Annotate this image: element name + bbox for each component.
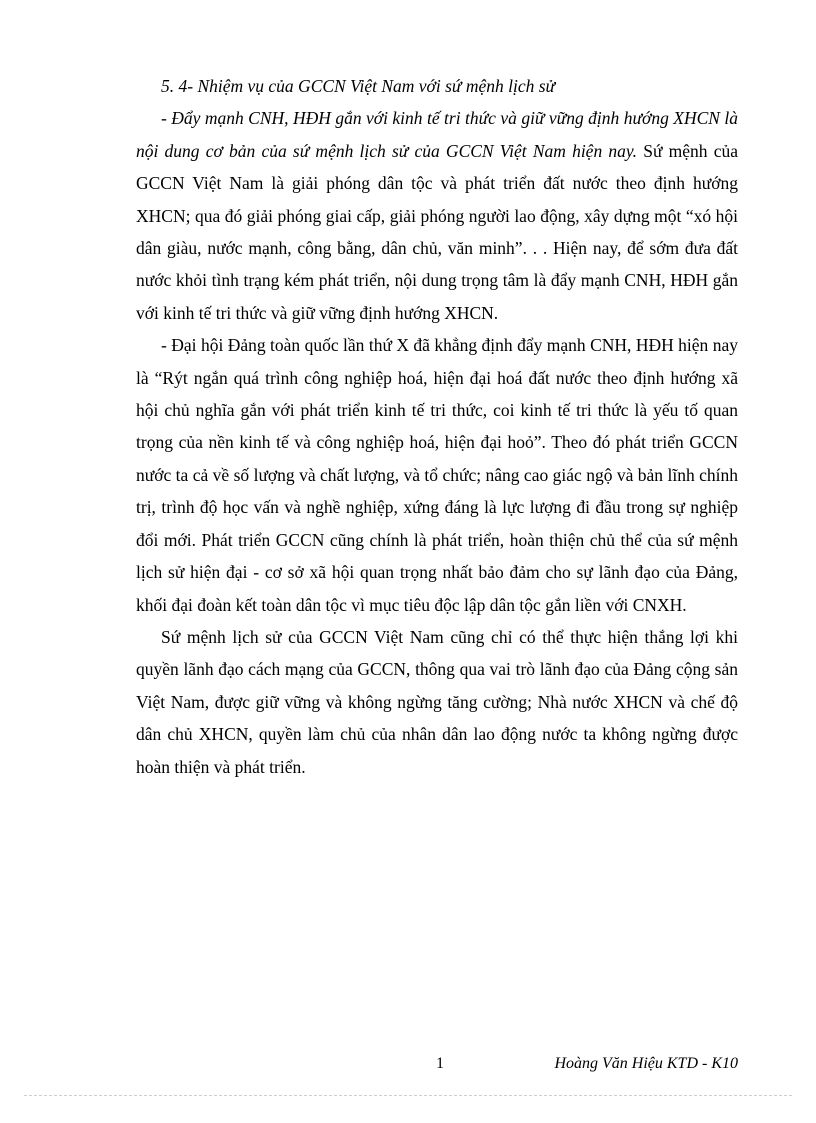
section-heading: 5. 4- Nhiệm vụ của GCCN Việt Nam với sứ mệnh lịch sử (161, 76, 556, 96)
paragraph-1-italic-lead: - Đẩy mạnh CNH, HĐH gắn với kinh tế tri thức và giữ vững định hướng XHCN là nội dung cơ bản của sứ mệnh lịch sử của GCCN Việt Nam hiện nay. (136, 108, 738, 161)
document-body (136, 70, 738, 783)
footer-author: Hoàng Văn Hiệu KTD - K10 (554, 1055, 738, 1072)
paragraph-1-text: Sứ mệnh của GCCN Việt Nam là giải phóng dân tộc và phát triển đất nước theo định hướng XHCN; qua đó giải phóng giai cấp, giải phóng người lao động, xây dựng một “xó hội dân giàu, nước mạnh, công bằng, dân chủ, văn minh”. . . Hiện nay, để sớm đưa đất nước khỏi tình trạng kém phát triển, nội dung trọng tâm là đẩy mạnh CNH, HĐH gắn với kinh tế tri thức và giữ vững định hướng XHCN. (136, 140, 738, 323)
paragraph-1 (136, 102, 738, 329)
page-number: 1 (436, 1055, 444, 1072)
page-bottom-divider (24, 1095, 792, 1096)
page-footer (0, 1055, 816, 1081)
paragraph-3: Sứ mệnh lịch sử của GCCN Việt Nam cũng chỉ có thể thực hiện thắng lợi khi quyền lãnh đạo cách mạng của GCCN, thông qua vai trò lãnh đạo của Đảng cộng sản Việt Nam, được giữ vững và không ngừng tăng cường; Nhà nước XHCN và chế độ dân chủ XHCN, quyền làm chủ của nhân dân lao động nước ta không ngừng được hoàn thiện và phát triển. (136, 626, 738, 777)
paragraph-2: - Đại hội Đảng toàn quốc lần thứ X đã khẳng định đẩy mạnh CNH, HĐH hiện nay là “Rýt ngắn quá trình công nghiệp hoá, hiện đại hoá đất nước theo định hướng xã hội chủ nghĩa gắn với phát triển kinh tế tri thức, coi kinh tế tri thức là yếu tố quan trọng của nền kinh tế và công nghiệp hoá, hiện đại hoỏ”. Theo đó phát triển GCCN nước ta cả về số lượng và chất lượng, và tổ chức; nâng cao giác ngộ và bản lĩnh chính trị, trình độ học vấn và nghề nghiệp, xứng đáng là lực lượng đi đầu trong sự nghiệp đổi mới. Phát triển GCCN cũng chính là phát triển, hoàn thiện chủ thể của sứ mệnh lịch sử hiện đại - cơ sở xã hội quan trọng nhất bảo đảm cho sự lãnh đạo của Đảng, khối đại đoàn kết toàn dân tộc vì mục tiêu độc lập dân tộc gắn liền với CNXH. (136, 335, 738, 615)
